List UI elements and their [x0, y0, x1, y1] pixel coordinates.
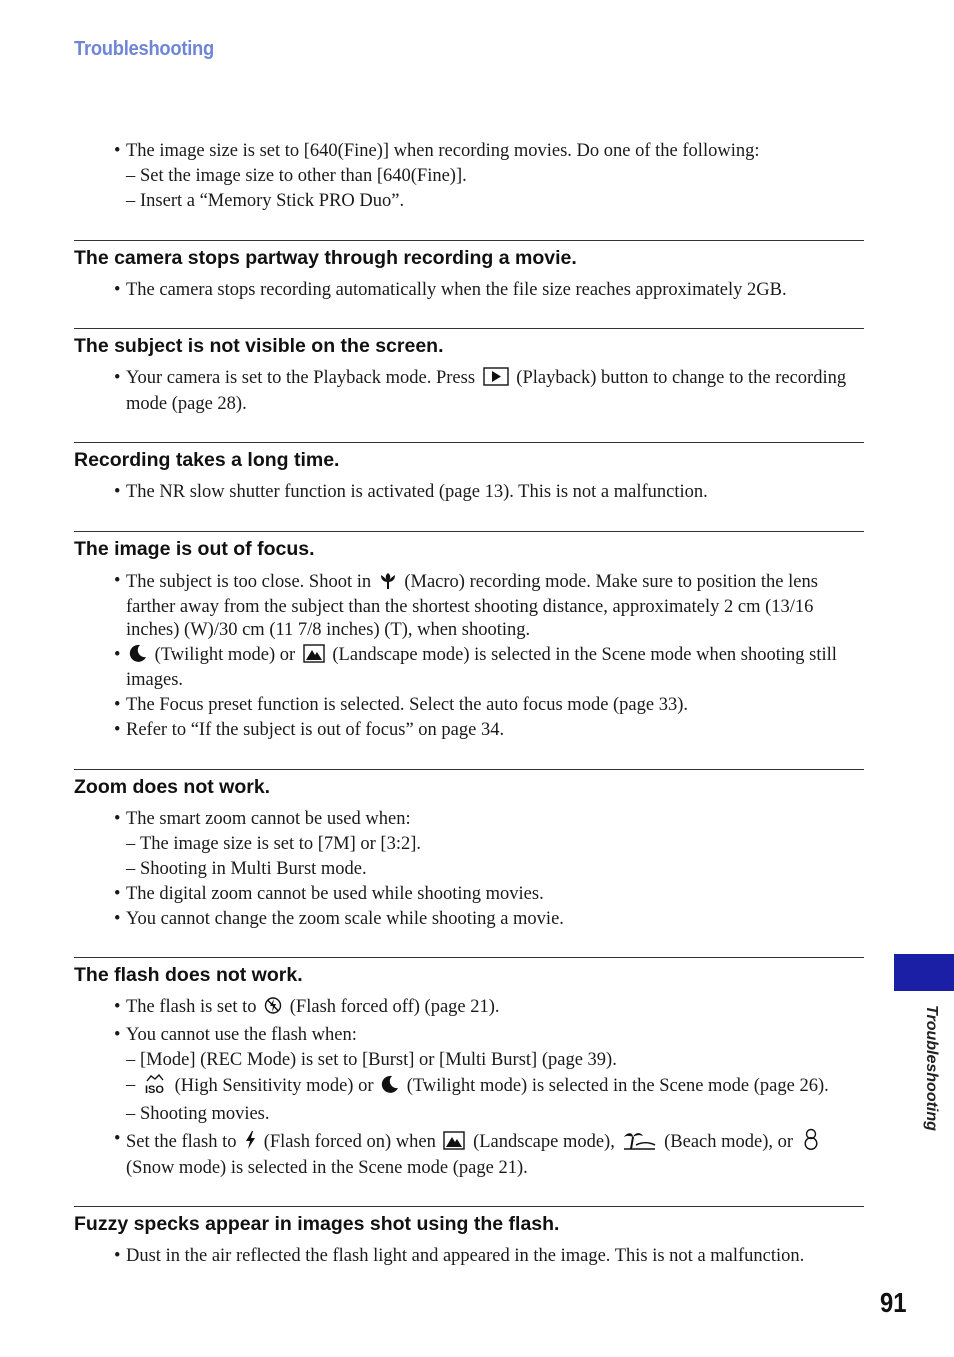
high-sensitivity-icon	[143, 1074, 167, 1101]
list-item: • (Twilight mode) or (Landscape mode) is selected in the Scene mode when shooting still images.	[74, 644, 864, 692]
snow-icon	[801, 1128, 821, 1157]
sub-list-item: – Shooting in Multi Burst mode.	[74, 858, 864, 881]
list-item: • The camera stops recording automatically when the file size reaches approximately 2GB.	[74, 279, 864, 302]
list-item: • The flash is set to (Flash forced off) (page 21).	[74, 996, 864, 1022]
list-item: • The image size is set to [640(Fine)] when recording movies. Do one of the following:	[74, 140, 864, 163]
list-item: • The Focus preset function is selected. Select the auto focus mode (page 33).	[74, 694, 864, 717]
section-title: The flash does not work.	[74, 964, 303, 986]
section-recording-long-time	[74, 442, 864, 504]
section-zoom	[74, 769, 864, 931]
side-tab-label: Troubleshooting	[923, 1005, 940, 1131]
twilight-icon	[129, 644, 147, 670]
section-flash	[74, 957, 864, 1179]
svg-text:ISO: – ISO	[145, 1084, 164, 1094]
section-title: The image is out of focus.	[74, 537, 315, 560]
sub-list-item: – [Mode] (REC Mode) is set to [Burst] or [Multi Burst] (page 39).	[74, 1049, 864, 1072]
list-item: • Refer to “If the subject is out of focus” on page 34.	[74, 719, 864, 742]
section-title: The subject is not visible on the screen.	[74, 335, 444, 357]
list-item: • You cannot change the zoom scale while shooting a movie.	[74, 908, 864, 931]
page-number: 91	[880, 1287, 907, 1318]
flash-off-icon	[264, 996, 282, 1022]
section-title: Zoom does not work.	[74, 775, 271, 798]
macro-icon	[379, 570, 397, 597]
list-item: • Set the flash to (Flash forced on) when (Landscape mode), (Beach mode), or (Snow mode) is selected in the Scene mode (page 21).	[74, 1128, 864, 1179]
list-item: • The subject is too close. Shoot in (Macro) recording mode. Make sure to position the lens farther away from the subject than the shortest shooting distance, approximately 2 cm (13/16 inches) (W)/30 cm (11 7/8 inches) (T), when shooting.	[74, 570, 864, 642]
twilight-icon	[381, 1075, 399, 1101]
sub-list-item: – Insert a “Memory Stick PRO Duo”.	[74, 190, 864, 213]
section-header: Troubleshooting	[74, 38, 214, 60]
list-item: • The smart zoom cannot be used when:	[74, 808, 864, 831]
section-title: The camera stops partway through recording a movie.	[74, 246, 577, 269]
sub-list-item: – Shooting movies.	[74, 1103, 864, 1126]
list-item: • The digital zoom cannot be used while shooting movies.	[74, 883, 864, 906]
sub-list-item: – ISO (High Sensitivity mode) or (Twilight mode) is selected in the Scene mode (page 26).	[74, 1074, 864, 1101]
section-subject-not-visible	[74, 328, 864, 415]
section-fuzzy-specks	[74, 1206, 864, 1268]
troubleshooting-content	[74, 140, 864, 1270]
section-out-of-focus	[74, 531, 864, 742]
list-item: • You cannot use the flash when:	[74, 1024, 864, 1047]
list-item: • Your camera is set to the Playback mode. Press (Playback) button to change to the recording mode (page 28).	[74, 367, 864, 415]
sub-list-item: – The image size is set to [7M] or [3:2].	[74, 833, 864, 856]
sub-list-item: – Set the image size to other than [640(Fine)].	[74, 165, 864, 188]
flash-on-icon	[244, 1130, 256, 1157]
section-tab-marker	[894, 954, 954, 991]
section-title: Recording takes a long time.	[74, 449, 340, 471]
landscape-icon	[443, 1131, 465, 1157]
list-item: • The NR slow shutter function is activated (page 13). This is not a malfunction.	[74, 481, 864, 504]
playback-icon	[483, 367, 509, 393]
beach-icon	[622, 1131, 656, 1157]
list-item: • Dust in the air reflected the flash light and appeared in the image. This is not a malfunction.	[74, 1245, 864, 1268]
intro-list	[74, 140, 864, 213]
section-title: Fuzzy specks appear in images shot using the flash.	[74, 1213, 560, 1235]
section-camera-stops	[74, 240, 864, 302]
landscape-icon	[303, 644, 325, 670]
